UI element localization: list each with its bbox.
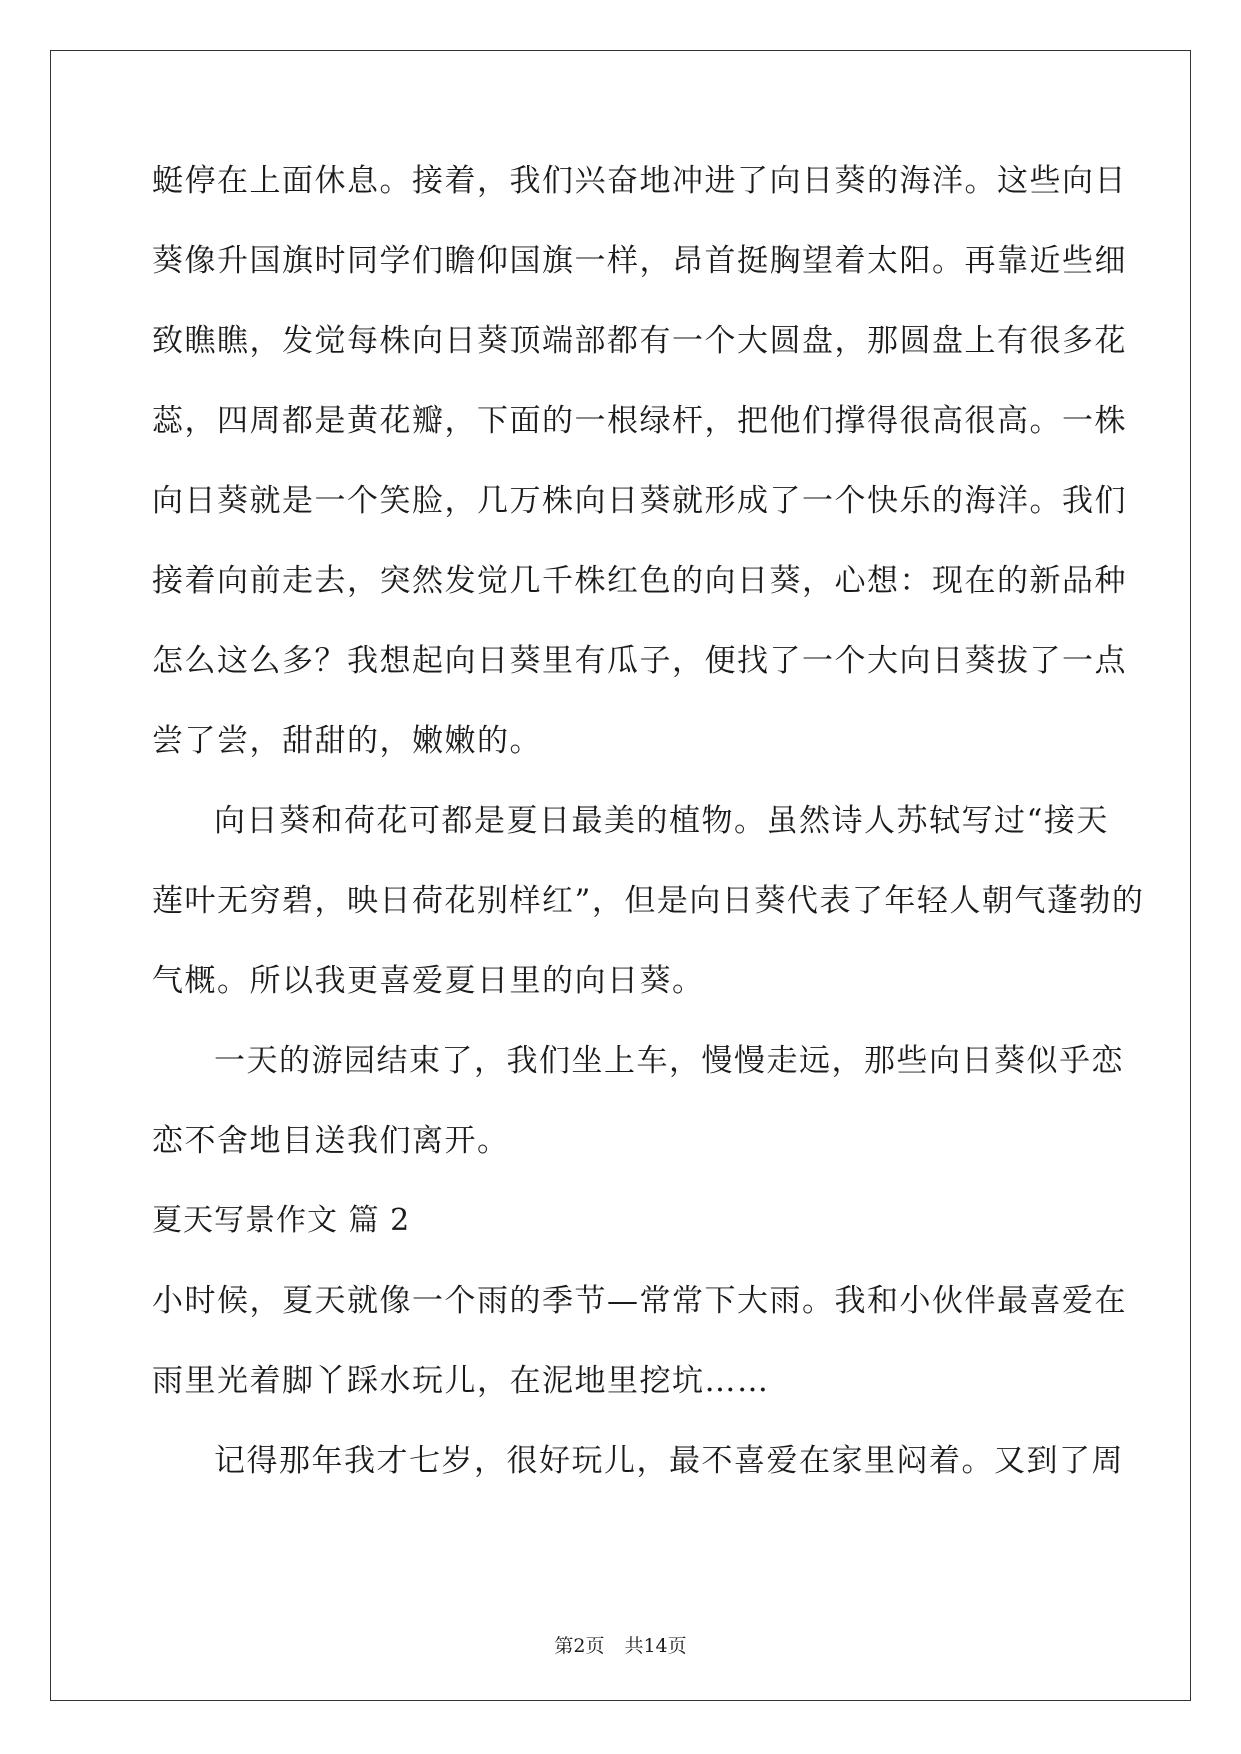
page-total: 共14页 xyxy=(624,1635,687,1657)
text-line: 雨里光着脚丫踩水玩儿，在泥地里挖坑…… xyxy=(152,1363,770,1399)
text-line: 小时候，夏天就像一个雨的季节—常常下大雨。我和小伙伴最喜爱在 xyxy=(152,1283,1127,1319)
text-line: 一天的游园结束了，我们坐上车，慢慢走远，那些向日葵似乎恋 xyxy=(214,1043,1124,1079)
text-line: 气概。所以我更喜爱夏日里的向日葵。 xyxy=(152,963,705,999)
text-line: 尝了尝，甜甜的，嫩嫩的。 xyxy=(152,723,542,759)
text-line: 向日葵和荷花可都是夏日最美的植物。虽然诗人苏轼写过“接天 xyxy=(214,803,1109,839)
section-heading: 夏天写景作文 篇 2 xyxy=(152,1203,411,1238)
text-line: 莲叶无穷碧，映日荷花别样红”，但是向日葵代表了年轻人朝气蓬勃的 xyxy=(152,883,1145,919)
text-line: 怎么这么多？我想起向日葵里有瓜子，便找了一个大向日葵拔了一点 xyxy=(152,643,1127,679)
text-line: 葵像升国旗时同学们瞻仰国旗一样，昂首挺胸望着太阳。再靠近些细 xyxy=(152,243,1127,279)
text-line: 蕊，四周都是黄花瓣，下面的一根绿杆，把他们撑得很高很高。一株 xyxy=(152,403,1127,439)
text-line: 记得那年我才七岁，很好玩儿，最不喜爱在家里闷着。又到了周 xyxy=(214,1443,1124,1479)
text-line: 蜓停在上面休息。接着，我们兴奋地冲进了向日葵的海洋。这些向日 xyxy=(152,163,1127,199)
text-line: 恋不舍地目送我们离开。 xyxy=(152,1123,510,1159)
page-number: 第2页 xyxy=(554,1635,605,1657)
text-line: 致瞧瞧，发觉每株向日葵顶端部都有一个大圆盘，那圆盘上有很多花 xyxy=(152,323,1127,359)
document-body xyxy=(152,157,1145,1517)
page-footer xyxy=(0,1631,1241,1658)
text-line: 接着向前走去，突然发觉几千株红色的向日葵，心想：现在的新品种 xyxy=(152,563,1127,599)
text-line: 向日葵就是一个笑脸，几万株向日葵就形成了一个快乐的海洋。我们 xyxy=(152,483,1127,519)
